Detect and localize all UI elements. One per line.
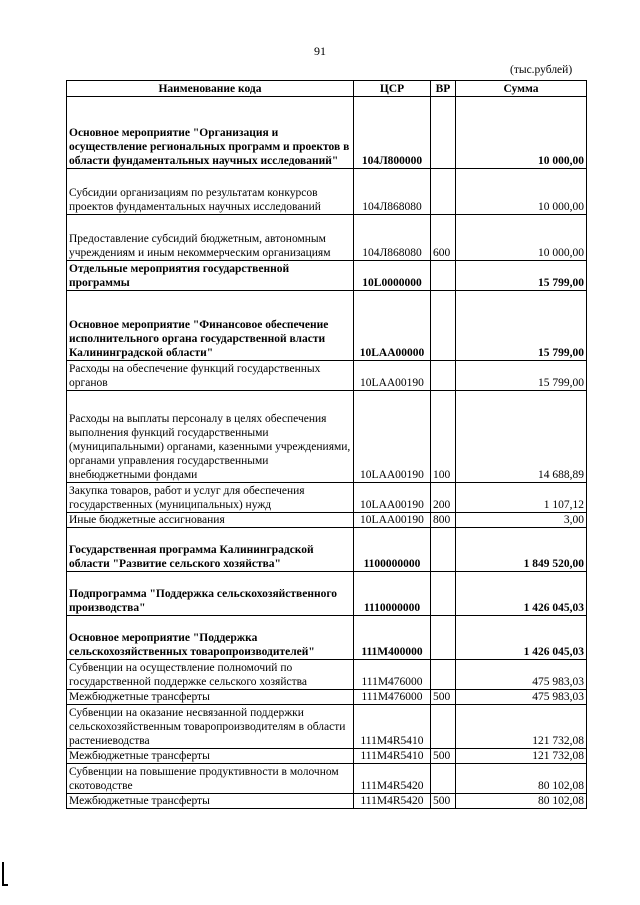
cell-vr — [431, 616, 456, 660]
cell-csr: 111М4R5410 — [354, 749, 431, 764]
cell-csr: 10LAA00000 — [354, 291, 431, 361]
cell-name: Межбюджетные трансферты — [67, 690, 354, 705]
cell-vr — [431, 97, 456, 169]
cell-sum: 15 799,00 — [456, 291, 587, 361]
cell-vr: 800 — [431, 513, 456, 528]
cell-sum: 10 000,00 — [456, 169, 587, 215]
cell-sum: 1 426 045,03 — [456, 616, 587, 660]
cell-vr: 200 — [431, 483, 456, 513]
cell-name: Основное мероприятие "Поддержка сельскохозяйственных товаропроизводителей" — [67, 616, 354, 660]
table-row — [67, 483, 587, 513]
cell-vr: 500 — [431, 794, 456, 809]
header-name: Наименование кода — [67, 81, 354, 97]
cell-name: Расходы на выплаты персоналу в целях обеспечения выполнения функций государственными (муниципальными) органами, казенными учреждениями, органами управления государственными внебюджетными фондами — [67, 391, 354, 483]
table-row — [67, 513, 587, 528]
cell-vr — [431, 660, 456, 690]
cell-sum: 14 688,89 — [456, 391, 587, 483]
cell-csr: 1110000000 — [354, 572, 431, 616]
cell-name: Субвенции на повышение продуктивности в молочном скотоводстве — [67, 764, 354, 794]
cell-sum: 10 000,00 — [456, 97, 587, 169]
margin-mark — [2, 862, 4, 884]
page-number: 91 — [314, 44, 326, 58]
header-vr: ВР — [431, 81, 456, 97]
cell-vr: 600 — [431, 215, 456, 261]
cell-name: Основное мероприятие "Финансовое обеспечение исполнительного органа государственной власти Калининградской области" — [67, 291, 354, 361]
margin-mark — [2, 884, 8, 886]
cell-name: Государственная программа Калининградской области "Развитие сельского хозяйства" — [67, 528, 354, 572]
table-row — [67, 361, 587, 391]
table-row — [67, 705, 587, 749]
table-row — [67, 97, 587, 169]
cell-vr: 500 — [431, 749, 456, 764]
cell-name: Субвенции на осуществление полномочий по государственной поддержке сельского хозяйства — [67, 660, 354, 690]
cell-vr — [431, 528, 456, 572]
cell-vr — [431, 572, 456, 616]
table-row — [67, 528, 587, 572]
cell-name: Субсидии организациям по результатам конкурсов проектов фундаментальных научных исследований — [67, 169, 354, 215]
table-row — [67, 616, 587, 660]
cell-name: Межбюджетные трансферты — [67, 749, 354, 764]
cell-name: Отдельные мероприятия государственной программы — [67, 261, 354, 291]
table-row — [67, 391, 587, 483]
table-row — [67, 169, 587, 215]
cell-vr — [431, 291, 456, 361]
cell-sum: 80 102,08 — [456, 794, 587, 809]
table-header-row — [67, 81, 587, 97]
cell-csr: 10L0000000 — [354, 261, 431, 291]
cell-vr — [431, 764, 456, 794]
budget-table — [66, 80, 587, 809]
cell-sum: 475 983,03 — [456, 660, 587, 690]
header-sum: Сумма — [456, 81, 587, 97]
table-row — [67, 690, 587, 705]
cell-name: Предоставление субсидий бюджетным, автономным учреждениям и иным некоммерческим организациям — [67, 215, 354, 261]
cell-name: Иные бюджетные ассигнования — [67, 513, 354, 528]
table-row — [67, 764, 587, 794]
cell-sum: 15 799,00 — [456, 261, 587, 291]
cell-vr: 500 — [431, 690, 456, 705]
header-csr: ЦСР — [354, 81, 431, 97]
cell-vr — [431, 169, 456, 215]
table-row — [67, 794, 587, 809]
cell-csr: 111М476000 — [354, 690, 431, 705]
cell-sum: 121 732,08 — [456, 749, 587, 764]
cell-sum: 1 849 520,00 — [456, 528, 587, 572]
table-row — [67, 261, 587, 291]
cell-name: Основное мероприятие "Организация и осуществление региональных программ и проектов в области фундаментальных научных исследований" — [67, 97, 354, 169]
cell-csr: 111М400000 — [354, 616, 431, 660]
cell-sum: 121 732,08 — [456, 705, 587, 749]
cell-sum: 15 799,00 — [456, 361, 587, 391]
cell-sum: 1 107,12 — [456, 483, 587, 513]
cell-sum: 10 000,00 — [456, 215, 587, 261]
cell-sum: 1 426 045,03 — [456, 572, 587, 616]
table-row — [67, 291, 587, 361]
cell-csr: 10LAA00190 — [354, 391, 431, 483]
cell-sum: 3,00 — [456, 513, 587, 528]
cell-name: Расходы на обеспечение функций государственных органов — [67, 361, 354, 391]
cell-csr: 10LAA00190 — [354, 361, 431, 391]
table-body — [67, 97, 587, 809]
cell-name: Подпрограмма "Поддержка сельскохозяйственного производства" — [67, 572, 354, 616]
cell-csr: 111М4R5420 — [354, 764, 431, 794]
cell-vr — [431, 261, 456, 291]
cell-name: Субвенции на оказание несвязанной поддержки сельскохозяйственным товаропроизводителям в области растениеводства — [67, 705, 354, 749]
cell-name: Закупка товаров, работ и услуг для обеспечения государственных (муниципальных) нужд — [67, 483, 354, 513]
cell-sum: 475 983,03 — [456, 690, 587, 705]
cell-vr — [431, 705, 456, 749]
cell-csr: 104Л868080 — [354, 215, 431, 261]
table-row — [67, 572, 587, 616]
cell-csr: 111М4R5420 — [354, 794, 431, 809]
table-row — [67, 660, 587, 690]
cell-vr: 100 — [431, 391, 456, 483]
cell-csr: 111М4R5410 — [354, 705, 431, 749]
cell-csr: 104Л800000 — [354, 97, 431, 169]
table-row — [67, 749, 587, 764]
cell-vr — [431, 361, 456, 391]
units-label: (тыс.рублей) — [510, 64, 573, 76]
cell-csr: 1100000000 — [354, 528, 431, 572]
cell-csr: 10LAA00190 — [354, 513, 431, 528]
cell-csr: 10LAA00190 — [354, 483, 431, 513]
cell-csr: 104Л868080 — [354, 169, 431, 215]
cell-csr: 111М476000 — [354, 660, 431, 690]
cell-sum: 80 102,08 — [456, 764, 587, 794]
cell-name: Межбюджетные трансферты — [67, 794, 354, 809]
table-row — [67, 215, 587, 261]
